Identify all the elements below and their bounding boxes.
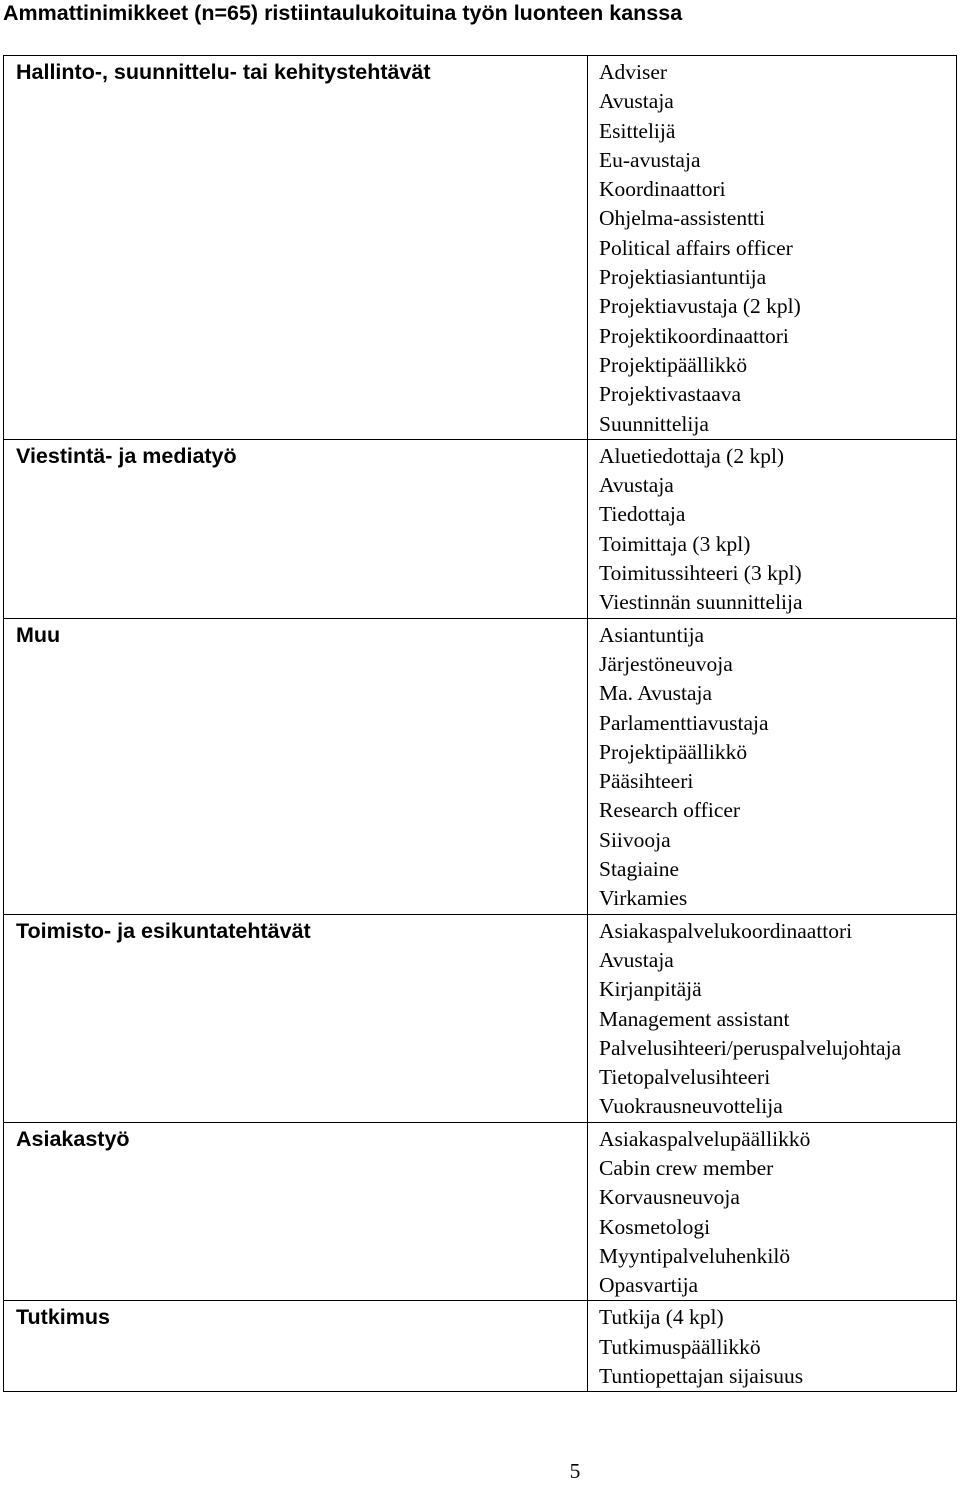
job-title: Myyntipalveluhenkilö xyxy=(599,1243,791,1268)
job-title: Research officer xyxy=(599,798,741,823)
category-cell: Tutkimus xyxy=(4,1301,588,1392)
job-title: Virkamies xyxy=(599,886,688,911)
job-title: Esittelijä xyxy=(599,118,676,143)
job-title: Asiakaspalvelukoordinaattori xyxy=(599,918,853,943)
table-row xyxy=(4,618,957,914)
job-titles-cell xyxy=(588,1122,957,1301)
job-titles-cell xyxy=(588,914,957,1122)
job-title: Projektipäällikkö xyxy=(599,352,748,377)
table-row xyxy=(4,914,957,1122)
job-title: Ma. Avustaja xyxy=(599,681,713,706)
job-title: Koordinaattori xyxy=(599,177,726,202)
category-cell: Toimisto- ja esikuntatehtävät xyxy=(4,914,588,1122)
job-title: Järjestöneuvoja xyxy=(599,651,733,676)
job-title: Projektiasiantuntija xyxy=(599,265,767,290)
document-title: Ammattinimikkeet (n=65) ristiintaulukoituina työn luonteen kanssa xyxy=(3,1,683,25)
job-title: Palvelusihteeri/peruspalvelujohtaja xyxy=(599,1035,902,1060)
job-title: Kirjanpitäjä xyxy=(599,977,702,1002)
table-row xyxy=(4,439,957,618)
table-row xyxy=(4,1122,957,1301)
job-title: Tuntiopettajan sijaisuus xyxy=(599,1364,804,1389)
job-title: Ohjelma-assistentti xyxy=(599,206,765,231)
occupation-table xyxy=(3,55,957,1392)
job-title: Avustaja xyxy=(599,89,674,114)
job-title: Eu-avustaja xyxy=(599,147,701,172)
job-title: Opasvartija xyxy=(599,1273,699,1298)
job-titles-cell xyxy=(588,439,957,618)
category-cell: Hallinto-, suunnittelu- tai kehitystehtävät xyxy=(4,56,588,440)
job-titles-cell xyxy=(588,618,957,914)
job-title: Pääsihteeri xyxy=(599,769,694,794)
occupation-table-body xyxy=(4,56,957,1392)
category-cell: Asiakastyö xyxy=(4,1122,588,1301)
job-title: Cabin crew member xyxy=(599,1155,774,1180)
table-row xyxy=(4,1301,957,1392)
job-titles-cell xyxy=(588,56,957,440)
job-title: Projektipäällikkö xyxy=(599,739,748,764)
job-title: Tiedottaja xyxy=(599,502,686,527)
job-title: Asiakaspalvelupäällikkö xyxy=(599,1126,811,1151)
job-title: Tutkimuspäällikkö xyxy=(599,1334,761,1359)
job-title: Avustaja xyxy=(599,473,674,498)
job-title: Adviser xyxy=(599,60,668,84)
page-number: 5 xyxy=(569,1459,581,1483)
category-cell: Viestintä- ja mediatyö xyxy=(4,439,588,618)
job-titles-cell xyxy=(588,1301,957,1392)
job-title: Management assistant xyxy=(599,1006,790,1031)
job-title: Political affairs officer xyxy=(599,235,793,260)
job-title: Tutkija (4 kpl) xyxy=(599,1305,724,1330)
job-title: Siivooja xyxy=(599,827,671,852)
job-title: Vuokrausneuvottelija xyxy=(599,1094,783,1119)
job-title: Projektikoordinaattori xyxy=(599,323,789,348)
job-title: Toimitussihteeri (3 kpl) xyxy=(599,561,802,586)
job-title: Suunnittelija xyxy=(599,411,709,436)
job-title: Parlamenttiavustaja xyxy=(599,710,769,735)
job-title: Projektiavustaja (2 kpl) xyxy=(599,294,801,319)
job-title: Viestinnän suunnittelija xyxy=(599,590,803,615)
job-title: Asiantuntija xyxy=(599,622,705,647)
job-title: Avustaja xyxy=(599,947,674,972)
job-title: Stagiaine xyxy=(599,857,680,882)
job-title: Projektivastaava xyxy=(599,382,742,407)
job-title: Korvausneuvoja xyxy=(599,1185,740,1210)
category-cell: Muu xyxy=(4,618,588,914)
job-title: Kosmetologi xyxy=(599,1214,711,1239)
table-row xyxy=(4,56,957,440)
job-title: Aluetiedottaja (2 kpl) xyxy=(599,443,785,468)
job-title: Toimittaja (3 kpl) xyxy=(599,531,751,556)
job-title: Tietopalvelusihteeri xyxy=(599,1065,771,1090)
